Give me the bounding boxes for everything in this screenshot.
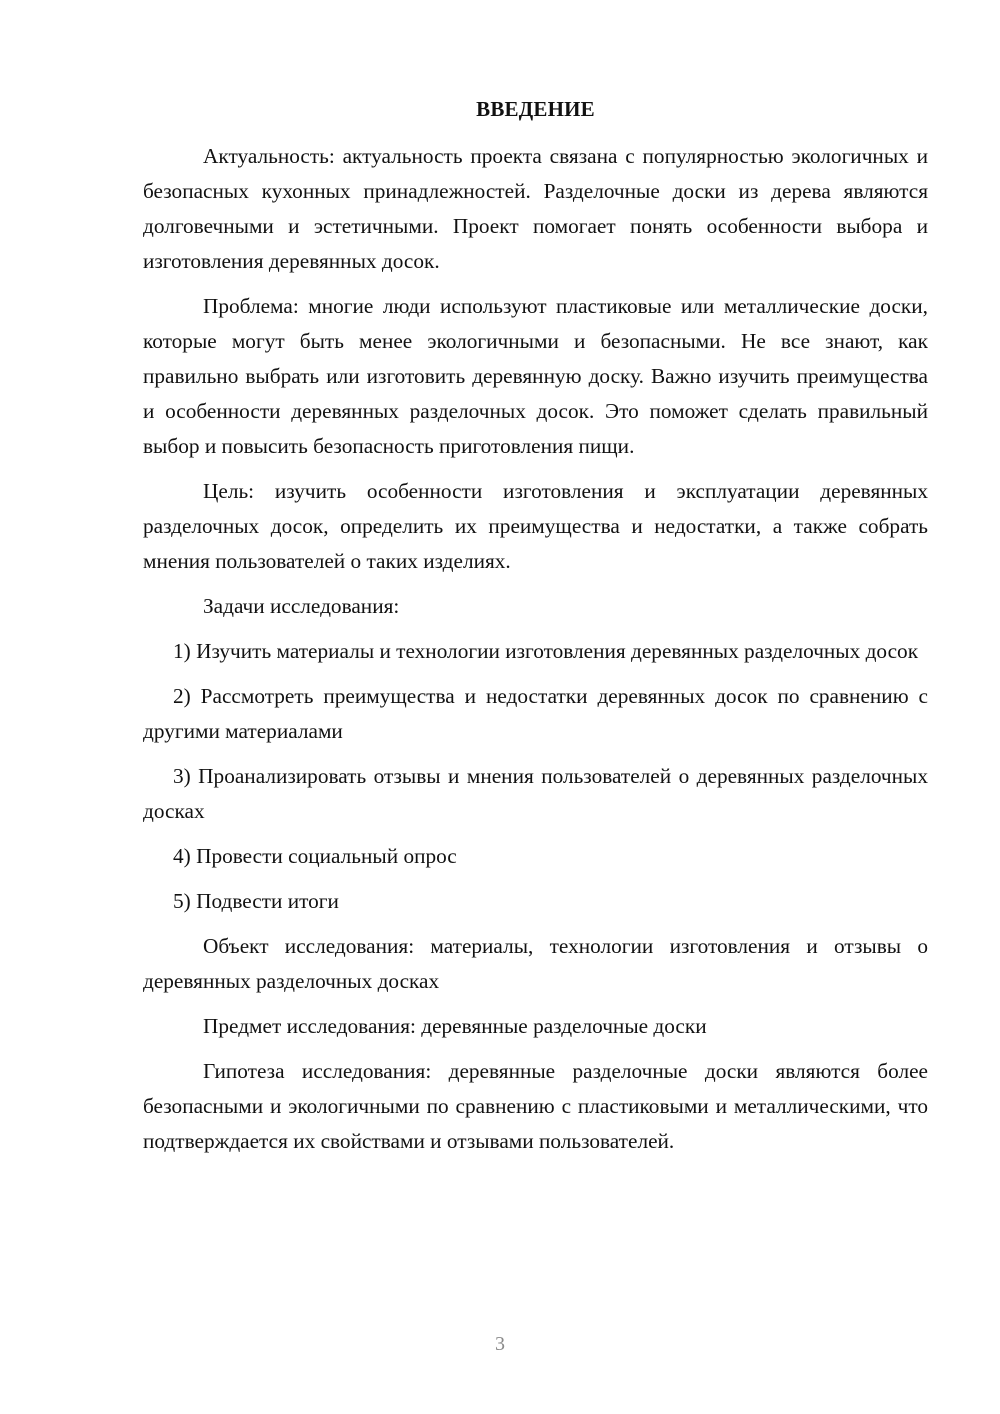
task-item: 4) Провести социальный опрос xyxy=(173,844,457,868)
subject-paragraph: Предмет исследования: деревянные разделочные доски xyxy=(203,1014,707,1038)
task-item: 2) Рассмотреть преимущества и недостатки деревянных досок по сравнению с другими материалами xyxy=(143,684,928,743)
object-paragraph: Объект исследования: материалы, технологии изготовления и отзывы о деревянных разделочных досках xyxy=(143,934,928,993)
hypothesis-paragraph: Гипотеза исследования: деревянные разделочные доски являются более безопасными и экологичными по сравнению с пластиковыми и металлическими, что подтверждается их свойствами и отзывами пользователей. xyxy=(143,1059,928,1153)
page-number: 3 xyxy=(495,1333,505,1355)
goal-paragraph: Цель: изучить особенности изготовления и эксплуатации деревянных разделочных досок, определить их преимущества и недостатки, а также собрать мнения пользователей о таких изделиях. xyxy=(143,479,928,573)
tasks-heading: Задачи исследования: xyxy=(203,594,400,618)
relevance-paragraph: Актуальность: актуальность проекта связана с популярностью экологичных и безопасных кухонных принадлежностей. Разделочные доски из дерева являются долговечными и эстетичными. Проект помогает понять особенности выбора и изготовления деревянных досок. xyxy=(143,144,928,273)
task-item: 5) Подвести итоги xyxy=(173,889,339,913)
problem-paragraph: Проблема: многие люди используют пластиковые или металлические доски, которые могут быть менее экологичными и безопасными. Не все знают, как правильно выбрать или изготовить деревянную доску. Важно изучить преимущества и особенности деревянных разделочных досок. Это поможет сделать правильный выбор и повысить безопасность приготовления пищи. xyxy=(143,294,928,458)
task-item: 3) Проанализировать отзывы и мнения пользователей о деревянных разделочных досках xyxy=(143,764,928,823)
section-title: ВВЕДЕНИЕ xyxy=(476,97,595,121)
document-page xyxy=(143,95,928,1169)
task-item: 1) Изучить материалы и технологии изготовления деревянных разделочных досок xyxy=(173,639,919,663)
